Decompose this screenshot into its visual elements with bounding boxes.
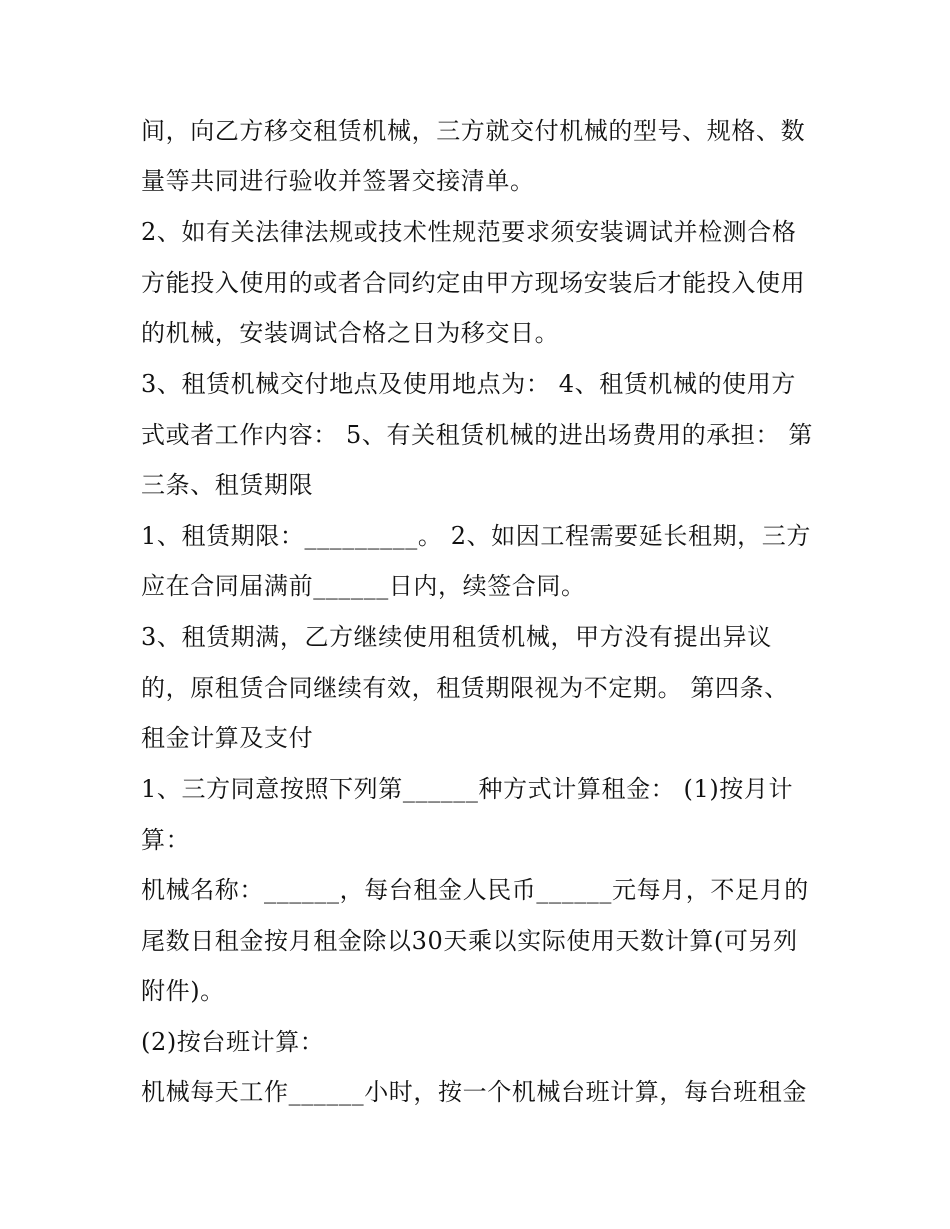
text-line: 3、租赁期满，乙方继续使用租赁机械，甲方没有提出异议: [141, 623, 772, 651]
text-line: 尾数日租金按月租金除以30天乘以实际使用天数计算(可另列: [141, 927, 798, 955]
text-line: 三条、租赁期限: [141, 471, 314, 499]
text-line: 机械名称：______，每台租金人民币______元每月，不足月的: [141, 876, 809, 904]
text-line: 机械每天工作______小时，按一个机械台班计算，每台班租金: [141, 1078, 807, 1106]
text-line: (2)按台班计算：: [141, 1028, 325, 1056]
text-line: 方能投入使用的或者合同约定由甲方现场安装后才能投入使用: [141, 269, 806, 297]
text-line: 应在合同届满前______日内，续签合同。: [141, 572, 586, 600]
text-line: 1、三方同意按照下列第______种方式计算租金： (1)按月计: [141, 775, 794, 803]
text-line: 式或者工作内容： 5、有关租赁机械的进出场费用的承担： 第: [141, 421, 813, 449]
text-line: 的机械，安装调试合格之日为移交日。: [141, 319, 560, 347]
text-line: 量等共同进行验收并签署交接清单。: [141, 167, 535, 195]
text-line: 1、租赁期限：_________。 2、如因工程需要延长租期，三方: [141, 522, 811, 550]
text-line: 3、租赁机械交付地点及使用地点为： 4、租赁机械的使用方: [141, 370, 796, 398]
text-line: 2、如有关法律法规或技术性规范要求须安装调试并检测合格: [141, 218, 797, 246]
text-line: 间，向乙方移交租赁机械，三方就交付机械的型号、规格、数: [141, 117, 806, 145]
text-line: 算：: [141, 826, 191, 854]
text-line: 的，原租赁合同继续有效，租赁期限视为不定期。 第四条、: [141, 674, 789, 702]
text-line: 租金计算及支付: [141, 724, 314, 752]
text-line: 附件)。: [141, 977, 225, 1005]
